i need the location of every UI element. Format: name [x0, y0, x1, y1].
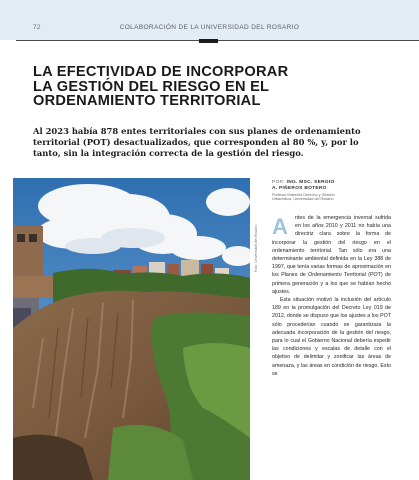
byline: [272, 180, 392, 192]
section-header: COLABORACIÓN DE LA UNIVERSIDAD DEL ROSARIO: [119, 24, 300, 31]
title-line: LA GESTIÓN DEL RIESGO EN EL: [33, 78, 270, 95]
author-affiliation: [272, 193, 392, 202]
affiliation-line: Profesor Maestría Derecho y Gestión: [272, 192, 335, 197]
header-marker: [199, 39, 218, 43]
title-line: LA EFECTIVIDAD DE INCORPORAR: [33, 64, 289, 80]
article-lead: Al 2023 había 878 entes territoriales con sus planes de ordenamiento territorial (POT) desactualizados, que corresponden al 80 %, y, por lo tanto, sin la integración correcta de la gestión del riesgo.: [33, 126, 361, 159]
byline-label: POR:: [272, 180, 285, 185]
article-title: [33, 65, 383, 109]
title-line: ORDENAMIENTO TERRITORIAL: [33, 93, 261, 110]
article-body: [272, 214, 391, 378]
dropcap: A: [272, 214, 288, 239]
affiliation-line: Urbanística, Universidad del Rosario: [272, 197, 334, 202]
photo-credit: Foto: Universidad del Rosario: [254, 224, 258, 272]
body-paragraph: Esta situación motivó la inclusión del artículo 189 en la promulgación del Decreto Ley 019 de 2012, donde se dispuso que los ajustes a los POT sólo procederían cuando se garantizara la adecuada incorporación de la gestión del riesgo, para lo cual el Gobierno Nacional debería expedir las condiciones y escalas de detalle con el objetivo de delimitar y zonificar las áreas de amenaza, y las áreas en condición de riesgo. Esto se: [272, 297, 391, 377]
body-paragraph: ntes de la emergencia invernal sufrida en los años 2010 y 2011 no había una directriz clara sobre la forma de incorporar la gestión del riesgo en el ordenamiento territorial. Tan sólo era una determinante ambiental definida en la Ley 388 de 1997, que tenía varias formas de aproximación en los Planes de Ordenamiento Territorial (POT) de primera generación y a los que se habían hecho ajustes.: [272, 215, 391, 295]
header-band: [0, 0, 419, 40]
dropcap-space: [272, 214, 295, 238]
article-photo: [13, 178, 250, 480]
byline-name: ING. MSC. SERGIO: [286, 180, 335, 185]
page-number: 72: [33, 24, 41, 31]
byline-name: A. PIÑEROS BOTERO: [272, 185, 327, 191]
